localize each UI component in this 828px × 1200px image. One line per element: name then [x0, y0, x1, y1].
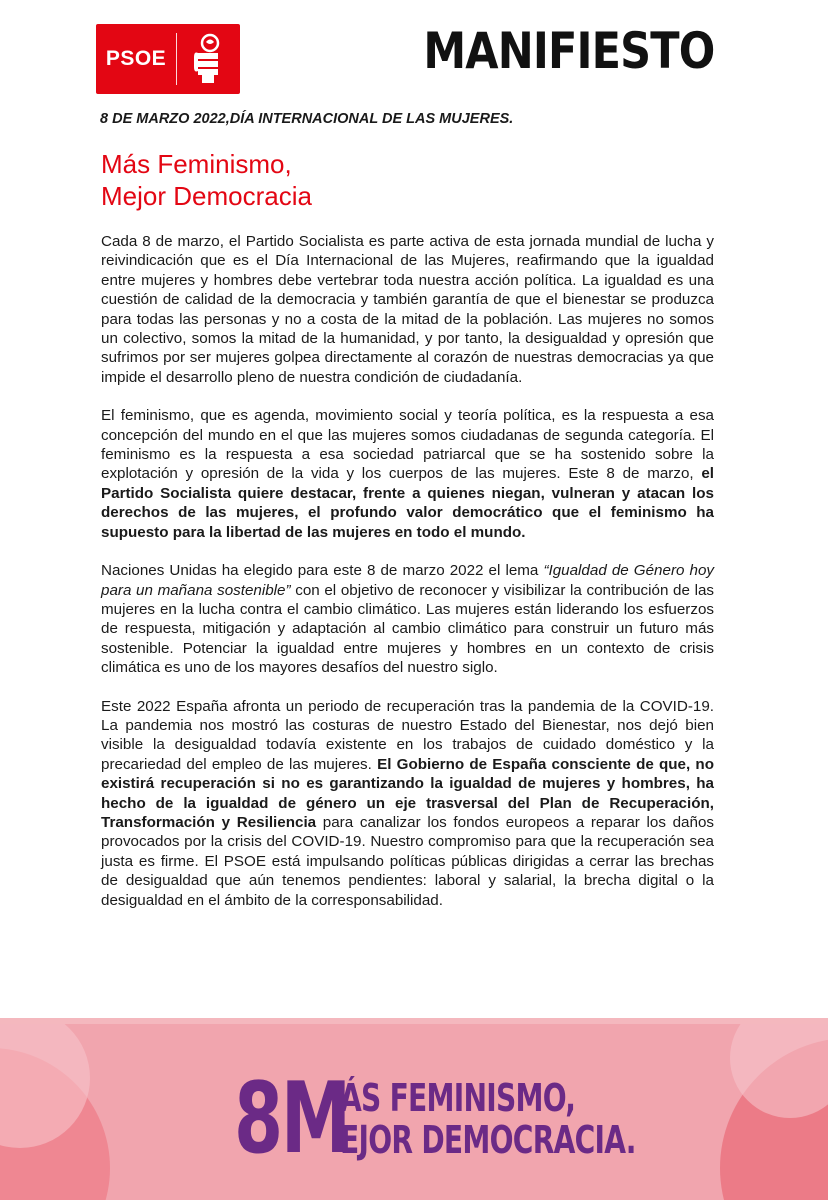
date-line: 8 DE MARZO 2022,DÍA INTERNACIONAL DE LAS MUJERES.: [100, 111, 514, 127]
logo-divider: [176, 33, 177, 85]
manifesto-body: [101, 232, 714, 929]
footer-lines: [340, 1077, 740, 1161]
paragraph-3-motto: “Igualdad de Género hoy para un mañana sostenible”: [101, 562, 715, 599]
paragraph-3-text-before: Naciones Unidas ha elegido para este 8 de marzo 2022 el lema: [101, 562, 544, 580]
manifesto-title: MANIFIESTO: [422, 22, 714, 80]
paragraph-4-bold: El Gobierno de España consciente de que, no existirá recuperación si no es garantizando la igualdad de mujeres y hombres, ha hecho de la igualdad de género un eje trasversal del Plan de Recuperación, Transformación y Resiliencia: [101, 755, 714, 831]
headline: [101, 148, 312, 212]
paragraph-4: [101, 697, 714, 910]
footer-line-1: ÁS FEMINISMO,: [340, 1076, 576, 1120]
psoe-logo: [96, 24, 240, 94]
paragraph-1-text: Cada 8 de marzo, el Partido Socialista es parte activa de esta jornada mundial de lucha y reivindicación que es el Día Internacional de las Mujeres, reafirmando que la igualdad entre mujeres y hombres debe vertebrar toda nuestra acción política. La igualdad es una cuestión de calidad de la democracia y también garantía de que el bienestar se produzca para todas las personas y no a costa de la mitad de la población. Las mujeres no somos un colectivo, somos la mitad de la humanidad, y por tanto, la desigualdad y opresión que sufrimos por ser mujeres golpea directamente al corazón de nuestras democracias ya que impide el desarrollo pleno de nuestra condición de ciudadanía.: [101, 233, 714, 386]
footer-slogan: [234, 1060, 740, 1178]
footer-banner: [0, 1018, 828, 1200]
paragraph-1: [101, 232, 714, 387]
paragraph-3-text-after: con el objetivo de reconocer y visibilizar la contribución de las mujeres en la lucha contra el cambio climático. Las mujeres están liderando los esfuerzos de respuesta, mitigación y adaptación al cambio climático para construir un futuro más sostenible. Potenciar la igualdad entre mujeres y hombres en un contexto de crisis climática es uno de los mayores desafíos del nuestro siglo.: [101, 581, 715, 677]
paragraph-2-text: El feminismo, que es agenda, movimiento social y teoría política, es la respuesta a esa concepción del mundo en el que las mujeres somos ciudadanas de segunda categoría. El feminismo es la respuesta a esa sociedad patriarcal que se ha sostenido sobre la explotación y opresión de la vida y los cuerpos de las mujeres. Este 8 de marzo,: [101, 407, 714, 483]
paragraph-3: [101, 561, 714, 677]
headline-line-2: Mejor Democracia: [101, 181, 312, 211]
footer-8m: 8M: [234, 1062, 349, 1176]
paragraph-2: [101, 406, 714, 542]
header: [0, 0, 828, 110]
paragraph-4-text-after: para canalizar los fondos europeos a reparar los daños provocados por la crisis del COVID-19. Nuestro compromiso para que la recuperación sea justa es firme. El PSOE está impulsando políticas públicas dirigidas a cerrar las brechas de desigualdad que aún tenemos pendientes: laboral y salarial, la brecha digital o la desigualdad en el ámbito de la corresponsabilidad.: [101, 813, 714, 909]
fist-rose-icon: [177, 24, 239, 94]
paragraph-2-bold: el Partido Socialista quiere destacar, frente a quienes niegan, vulneran y atacan los derechos de las mujeres, el profundo valor democrático que el feminismo ha supuesto para la libertad de las mujeres en todo el mundo.: [101, 465, 714, 541]
logo-text: PSOE: [105, 47, 167, 70]
headline-line-1: Más Feminismo,: [101, 149, 292, 179]
footer-line-2: EJOR DEMOCRACIA.: [340, 1118, 636, 1162]
paragraph-4-text-before: Este 2022 España afronta un periodo de recuperación tras la pandemia de la COVID-19. La pandemia nos mostró las costuras de nuestro Estado del Bienestar, nos dejó bien visible la desigualdad todavía existente en los trabajos de cuidado doméstico y la precariedad del empleo de las mujeres.: [101, 697, 714, 773]
